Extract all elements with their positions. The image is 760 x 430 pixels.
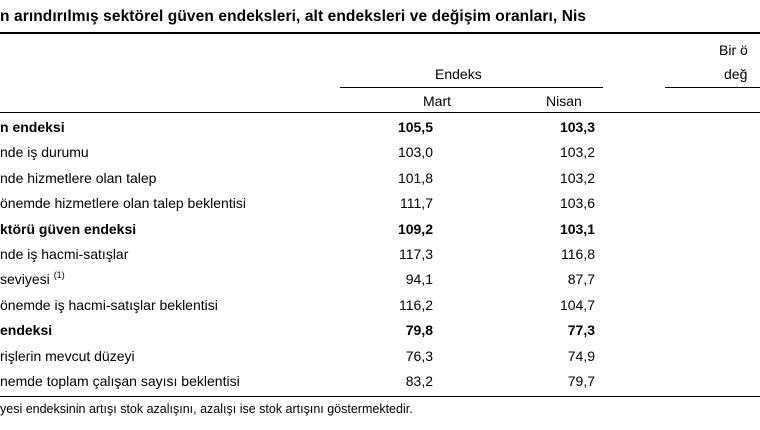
row-label — [0, 194, 246, 212]
row-label-text: seviyesi — [0, 271, 50, 288]
header-col-mart: Mart — [423, 93, 451, 109]
value-mart: 103,0 — [397, 144, 433, 161]
table-row — [0, 296, 760, 321]
row-label — [0, 169, 156, 187]
value-nisan: 77,3 — [567, 322, 595, 339]
table-row — [0, 245, 760, 270]
row-label-text: nde hizmetlere olan talep — [0, 169, 157, 186]
row-label — [0, 245, 128, 263]
value-nisan: 103,2 — [559, 144, 595, 161]
value-mart: 79,8 — [405, 322, 433, 339]
row-label — [0, 118, 65, 136]
footnote-marker: (1) — [53, 270, 65, 281]
value-mart: 109,2 — [397, 220, 433, 237]
row-label-text: n endeksi — [0, 119, 65, 135]
table-row — [0, 118, 760, 143]
row-label — [0, 296, 218, 314]
row-label-text: nde iş durumu — [0, 144, 89, 161]
value-nisan: 103,3 — [559, 119, 595, 135]
value-nisan: 79,7 — [567, 372, 595, 389]
table-row — [0, 194, 760, 219]
header-bottom-rule — [0, 112, 760, 113]
table-row — [0, 270, 760, 295]
table-row — [0, 220, 760, 245]
value-mart: 117,3 — [399, 245, 433, 262]
table-row — [0, 347, 760, 372]
header-change-rate-line2: değ — [724, 66, 748, 82]
value-nisan: 87,7 — [567, 271, 595, 288]
row-label — [0, 143, 89, 161]
value-mart: 76,3 — [405, 347, 433, 364]
row-label — [0, 270, 65, 288]
row-label — [0, 347, 135, 365]
table-row — [0, 169, 760, 194]
value-mart: 105,5 — [397, 119, 433, 135]
value-mart: 94,1 — [405, 271, 433, 288]
row-label-text: endeksi — [0, 322, 53, 339]
table-row — [0, 321, 760, 346]
header-change-rate-line1: Bir ö — [719, 42, 748, 58]
table-body — [0, 118, 760, 397]
table-title: n arındırılmış sektörel güven endeksleri, alt endeksleri ve değişim oranları, Nis — [0, 8, 587, 25]
row-label-text: nemde toplam çalışan sayısı beklentisi — [0, 372, 240, 389]
bottom-rule — [0, 396, 760, 397]
row-label — [0, 372, 240, 390]
value-mart: 101,8 — [397, 169, 433, 186]
row-label — [0, 220, 136, 238]
value-nisan: 104,7 — [559, 296, 595, 313]
row-label-text: rişlerin mevcut düzeyi — [0, 347, 135, 364]
header-col-nisan: Nisan — [546, 93, 582, 109]
change-underline — [665, 87, 760, 88]
endeks-underline — [340, 87, 603, 88]
top-rule — [0, 32, 760, 34]
row-label — [0, 321, 52, 339]
row-label-text: nde iş hacmi-satışlar — [0, 245, 129, 262]
table-row — [0, 372, 760, 397]
header-endeks: Endeks — [435, 66, 482, 82]
value-nisan: 116,8 — [561, 245, 595, 262]
value-nisan: 74,9 — [567, 347, 595, 364]
value-nisan: 103,2 — [559, 169, 595, 186]
row-label-text: önemde iş hacmi-satışlar beklentisi — [0, 296, 218, 313]
value-nisan: 103,1 — [559, 220, 595, 237]
value-mart: 83,2 — [405, 372, 433, 389]
row-label-text: önemde hizmetlere olan talep beklentisi — [0, 195, 246, 212]
value-nisan: 103,6 — [559, 195, 595, 212]
row-label-text: ktörü güven endeksi — [0, 220, 137, 237]
footnote: yesi endeksinin artışı stok azalışını, azalışı ise stok artışını göstermektedir. — [0, 402, 413, 416]
value-mart: 111,7 — [400, 195, 433, 212]
table-row — [0, 143, 760, 168]
value-mart: 116,2 — [399, 296, 433, 313]
